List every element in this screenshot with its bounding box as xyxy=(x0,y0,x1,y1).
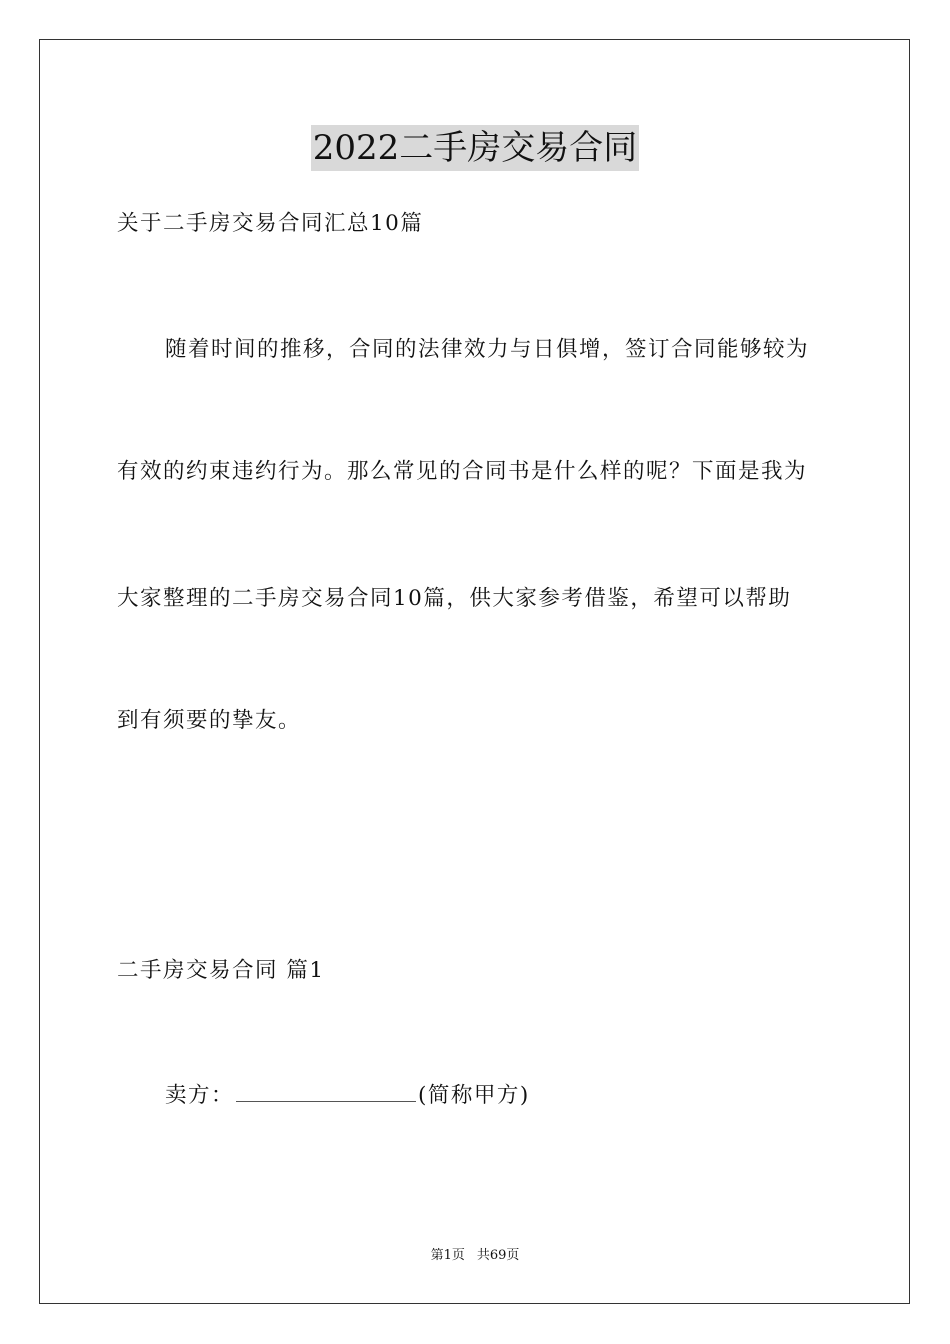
page-footer xyxy=(0,1247,950,1265)
seller-label: 卖方： xyxy=(165,1083,235,1108)
page-number: 第1页 xyxy=(430,1248,465,1263)
title-container xyxy=(0,125,950,171)
page-total: 共69页 xyxy=(476,1248,520,1263)
intro-line-1: 随着时间的推移，合同的法律效力与日俱增，签订合同能够较为 xyxy=(165,337,810,362)
section-heading: 二手房交易合同 篇1 xyxy=(117,958,325,983)
seller-name-blank xyxy=(236,1081,416,1102)
document-subtitle: 关于二手房交易合同汇总10篇 xyxy=(117,211,424,236)
seller-suffix: (简称甲方) xyxy=(418,1083,530,1108)
document-title: 2022二手房交易合同 xyxy=(311,125,640,171)
seller-line xyxy=(165,1081,881,1111)
intro-line-2: 有效的约束违约行为。那么常见的合同书是什么样的呢？下面是我为 xyxy=(117,459,808,484)
intro-line-3: 大家整理的二手房交易合同10篇，供大家参考借鉴，希望可以帮助 xyxy=(117,586,792,611)
intro-line-4: 到有须要的挚友。 xyxy=(117,708,302,733)
